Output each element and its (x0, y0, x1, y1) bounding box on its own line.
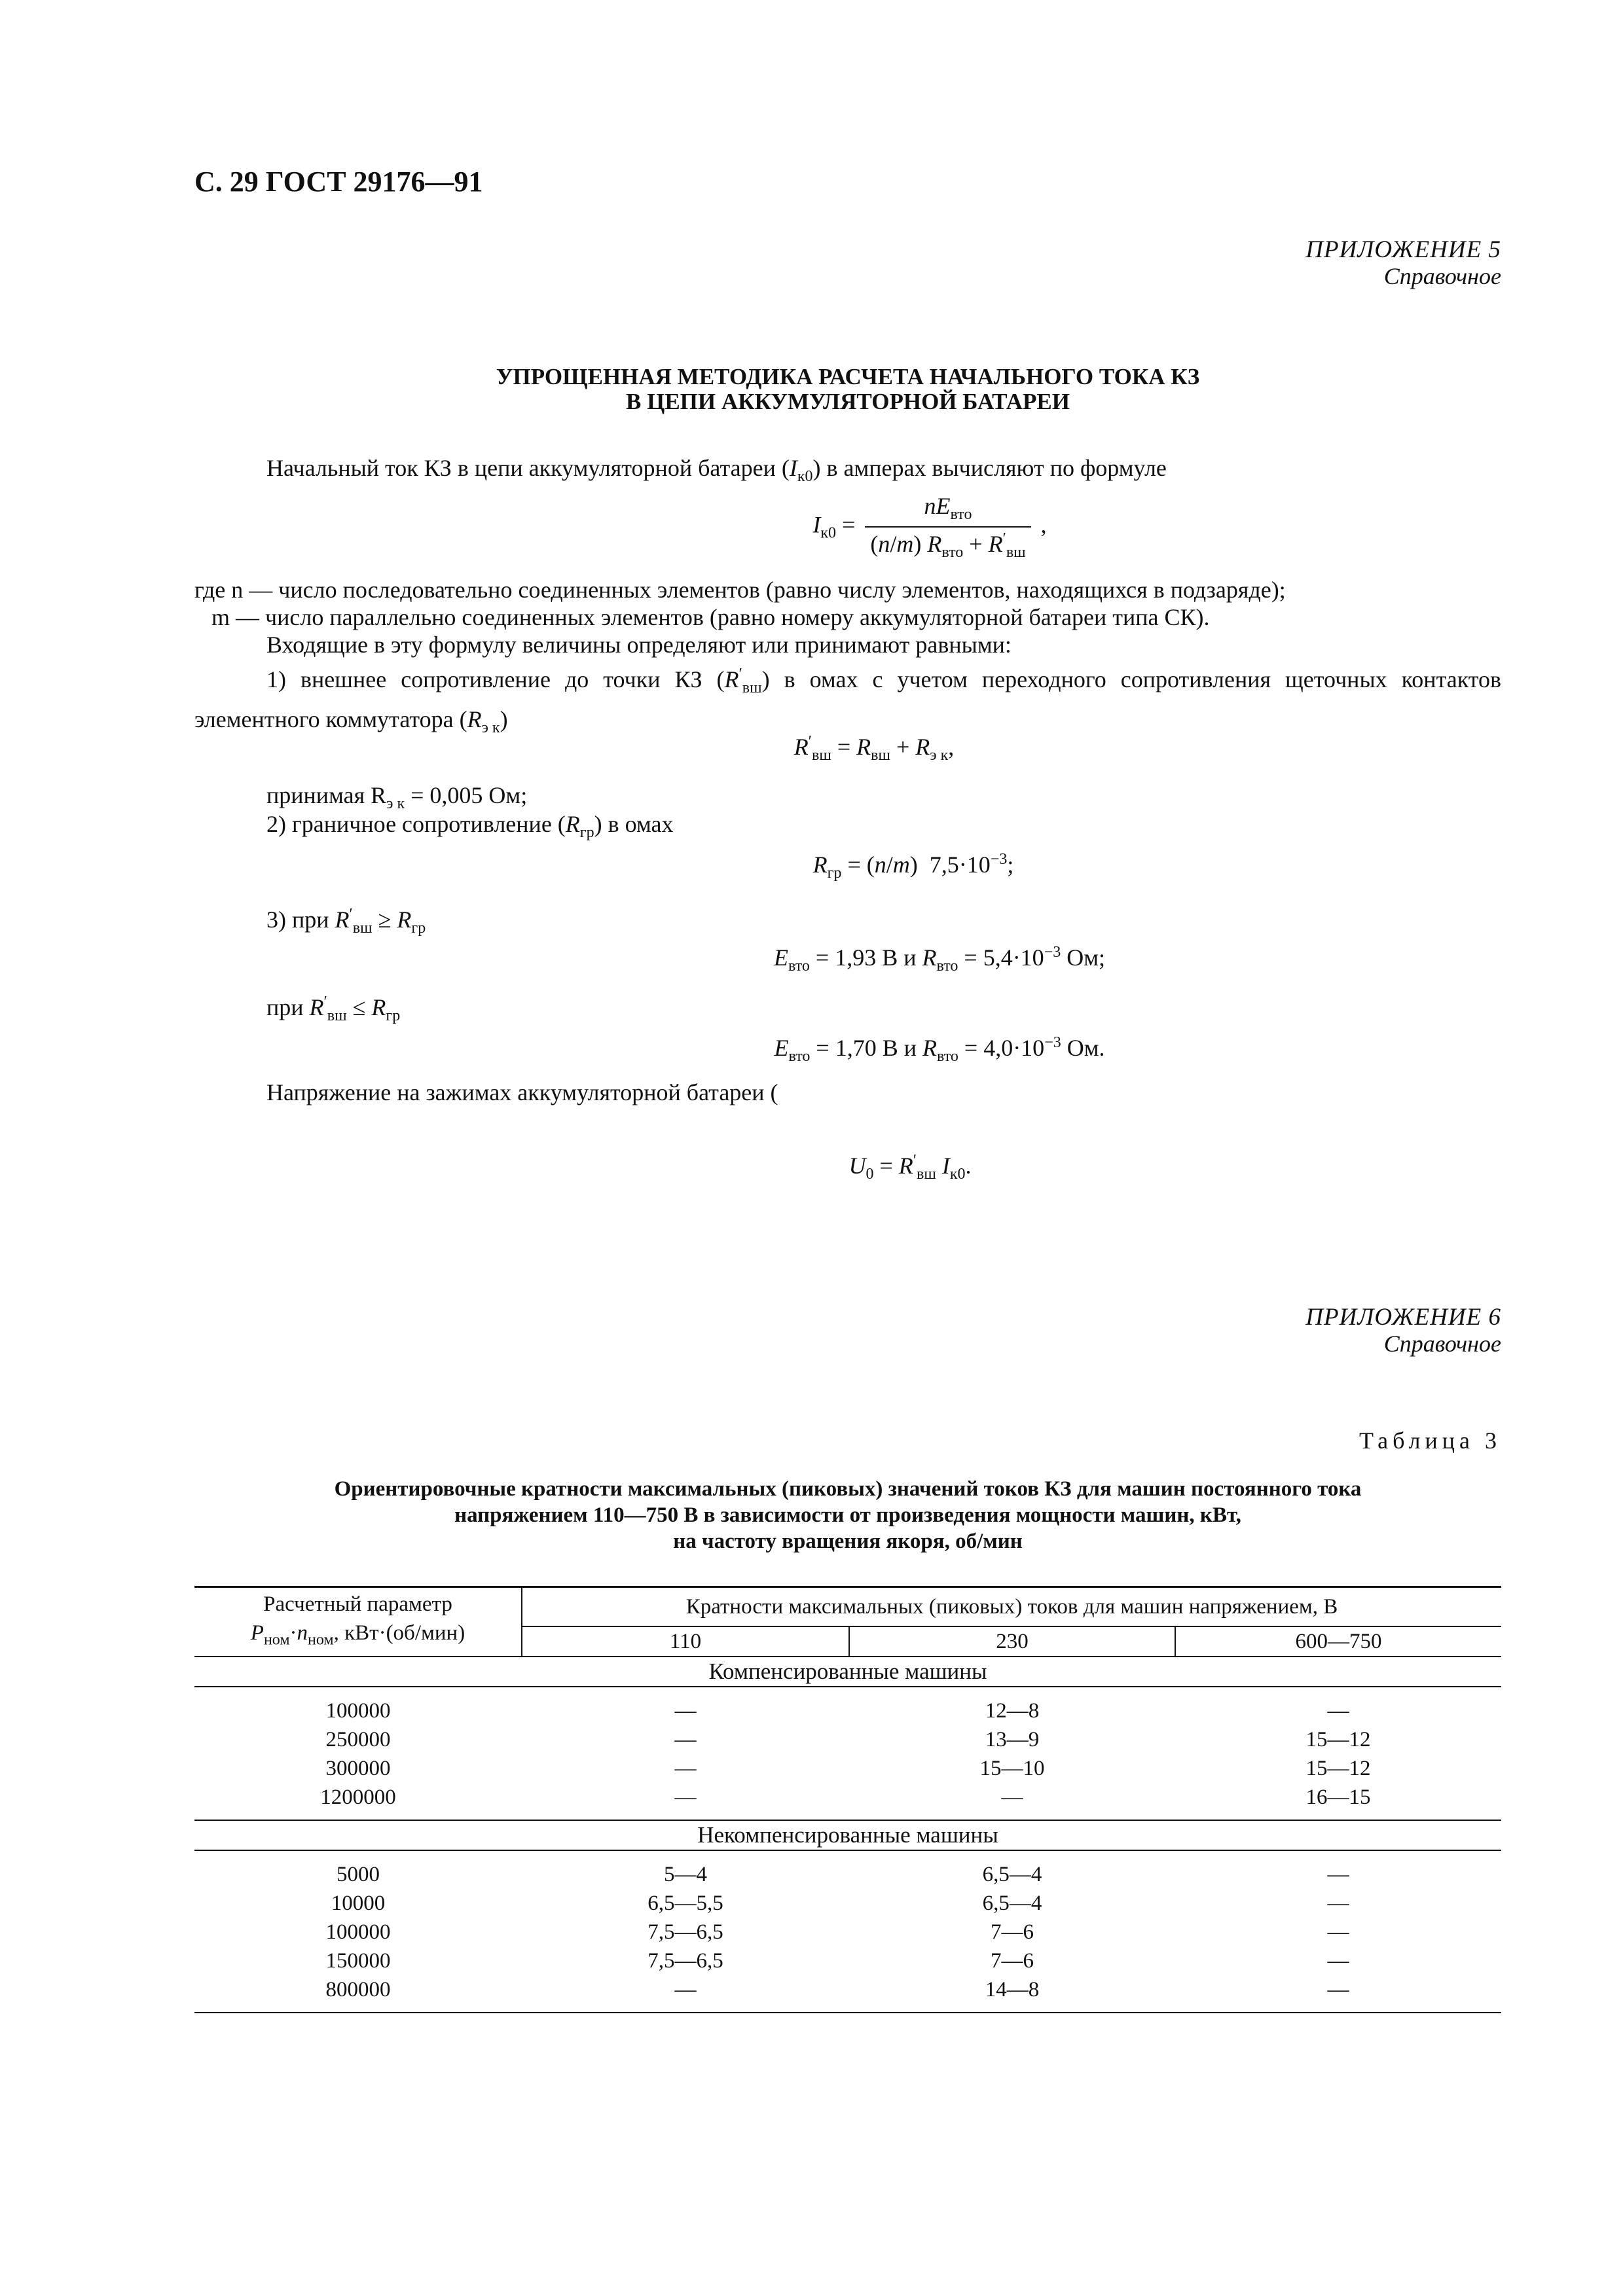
table-caption (194, 1476, 1501, 1554)
cell-value: 5—4 (664, 1863, 707, 1886)
table-row (194, 1687, 1501, 1725)
cell-value: 12—8 (985, 1699, 1040, 1723)
table-row (194, 1918, 1501, 1946)
intro-paragraph: Начальный ток КЗ в цепи аккумуляторной батареи $(I_{к0})$ в амперах вычисляют по формуле (266, 455, 1167, 486)
appendix-5-note: Справочное (1383, 263, 1501, 289)
cell-value: — (1175, 1975, 1501, 2013)
cell-value: — (674, 1728, 697, 1751)
formula-u0: $U_0 = R'_{вш}$ $I_{к0}$. (848, 1152, 972, 1183)
cell-value: 7—6 (991, 1920, 1034, 1944)
header-110: 110 (522, 1626, 849, 1657)
section-row: Компенсированные машины (194, 1657, 1501, 1687)
table-row (194, 1754, 1501, 1783)
quantities-intro: Входящие в эту формулу величины определяют или принимают равными: (266, 632, 1012, 658)
data-table (194, 1586, 1501, 2013)
accept-line: принимая $R_{э к} = 0,005$ Ом; (266, 782, 528, 813)
header-param: Расчетный параметр $P_{ном}\cdot n_{ном}$, кВт·(об/мин) (194, 1587, 522, 1657)
table-row (194, 1946, 1501, 1975)
cell-value: — (1327, 1892, 1349, 1915)
cell-param: 100000 (325, 1699, 391, 1723)
cell-value: — (1327, 1699, 1349, 1723)
header-600-750: 600—750 (1175, 1626, 1501, 1657)
formula-fraction: $\frac{nE_{вто}}{(n/m) R_{вто} + R'_{вш}}$ (865, 492, 1030, 562)
table-row (194, 1975, 1501, 2013)
item-2: 2) граничное сопротивление $(R_{гр})$ в омах (266, 811, 674, 842)
item-1: 1) внешнее сопротивление до точки КЗ $(R'_{вш})$ в омах с учетом переходного сопротивления щеточных контактов элементного коммутатора $(R_{э к})$ (194, 666, 1501, 737)
cell-value: 14—8 (849, 1975, 1175, 2013)
cell-param: 100000 (325, 1920, 391, 1944)
section-title-line1: УПРОЩЕННАЯ МЕТОДИКА РАСЧЕТА НАЧАЛЬНОГО ТОКА КЗ (496, 364, 1200, 389)
cell-value: — (674, 1699, 697, 1723)
table-label: Таблица 3 (1359, 1427, 1501, 1454)
cell-param: 250000 (325, 1728, 391, 1751)
cell-param: 1200000 (320, 1785, 396, 1809)
item-3: 3) при $R'_{вш} \ge R_{гр}$ (266, 906, 426, 937)
cell-value: 6,5—4 (982, 1892, 1042, 1915)
appendix-5-title: ПРИЛОЖЕНИЕ 5 (1305, 236, 1501, 263)
cell-value: 15—10 (979, 1757, 1045, 1780)
cell-param: 150000 (325, 1949, 391, 1973)
table-caption-line3: на частоту вращения якоря, об/мин (673, 1530, 1023, 1553)
header-group: Кратности максимальных (пиковых) токов для машин напряжением, В (522, 1587, 1501, 1627)
formula-rgr: $R_{гр} = (n/m)$ $7,5\cdot 10^{-3}$; (812, 851, 1014, 882)
cell-value: — (1327, 1949, 1349, 1973)
cell-value: 7,5—6,5 (647, 1949, 723, 1973)
cell-param: 800000 (194, 1975, 522, 2013)
table-row (194, 1783, 1501, 1820)
cell-value: 15—12 (1305, 1728, 1371, 1751)
formula-case2: $E_{вто} = 1,70$ В и $R_{вто} = 4,0\cdot 10^{-3}$ Ом. (774, 1034, 1105, 1066)
cell-value: — (674, 1757, 697, 1780)
voltage-paragraph: Напряжение на зажимах аккумуляторной батареи ( (266, 1079, 778, 1105)
table-row (194, 1889, 1501, 1918)
section-row: Некомпенсированные машины (194, 1820, 1501, 1850)
formula-rvsh: $R'_{вш} = R_{вш} + R_{э к}$, (793, 733, 955, 764)
cell-value: — (522, 1975, 849, 2013)
cell-value: 7—6 (991, 1949, 1034, 1973)
cell-value: — (1327, 1920, 1349, 1944)
section-title (194, 365, 1501, 414)
appendix-6-title: ПРИЛОЖЕНИЕ 6 (1305, 1304, 1501, 1331)
formula-ik0: $I_{к0}$ = $\frac{nE_{вто}}{(n/m) R_{вто} + R'_{вш}}$ , (812, 493, 1047, 562)
cell-value: 15—12 (1305, 1757, 1371, 1780)
cell-param: 5000 (337, 1863, 380, 1886)
cell-value: 6,5—4 (982, 1863, 1042, 1886)
cell-value: 6,5—5,5 (647, 1892, 723, 1915)
appendix-5-label (1305, 237, 1501, 289)
appendix-6-note: Справочное (1383, 1331, 1501, 1357)
cell-value: 7,5—6,5 (647, 1920, 723, 1944)
appendix-6-label (1305, 1304, 1501, 1357)
when-line: при $R'_{вш} \le R_{гр}$ (266, 994, 401, 1025)
cell-param: 10000 (331, 1892, 386, 1915)
where-m: m — число параллельно соединенных элементов (равно номеру аккумуляторной батареи типа СК). (211, 604, 1210, 630)
table-row (194, 1850, 1501, 1889)
cell-value: — (1327, 1863, 1349, 1886)
cell-value: — (1001, 1785, 1023, 1809)
cell-value: 13—9 (985, 1728, 1040, 1751)
table-row (194, 1725, 1501, 1754)
cell-value: 16—15 (1305, 1785, 1371, 1809)
table-caption-line1: Ориентировочные кратности максимальных (пиковых) значений токов КЗ для машин постоянного тока (334, 1477, 1362, 1501)
cell-value: — (674, 1785, 697, 1809)
section-title-line2: В ЦЕПИ АККУМУЛЯТОРНОЙ БАТАРЕИ (626, 389, 1070, 414)
table-caption-line2: напряжением 110—750 В в зависимости от произведения мощности машин, кВт, (454, 1503, 1241, 1527)
page-header: С. 29 ГОСТ 29176—91 (194, 166, 483, 198)
where-n: где n — число последовательно соединенных элементов (равно числу элементов, находящихся в подзаряде); (194, 577, 1286, 603)
header-230: 230 (849, 1626, 1175, 1657)
formula-case1: $E_{вто} = 1,93$ В и $R_{вто} = 5,4\cdot 10^{-3}$ Ом; (773, 944, 1106, 975)
cell-param: 300000 (325, 1757, 391, 1780)
